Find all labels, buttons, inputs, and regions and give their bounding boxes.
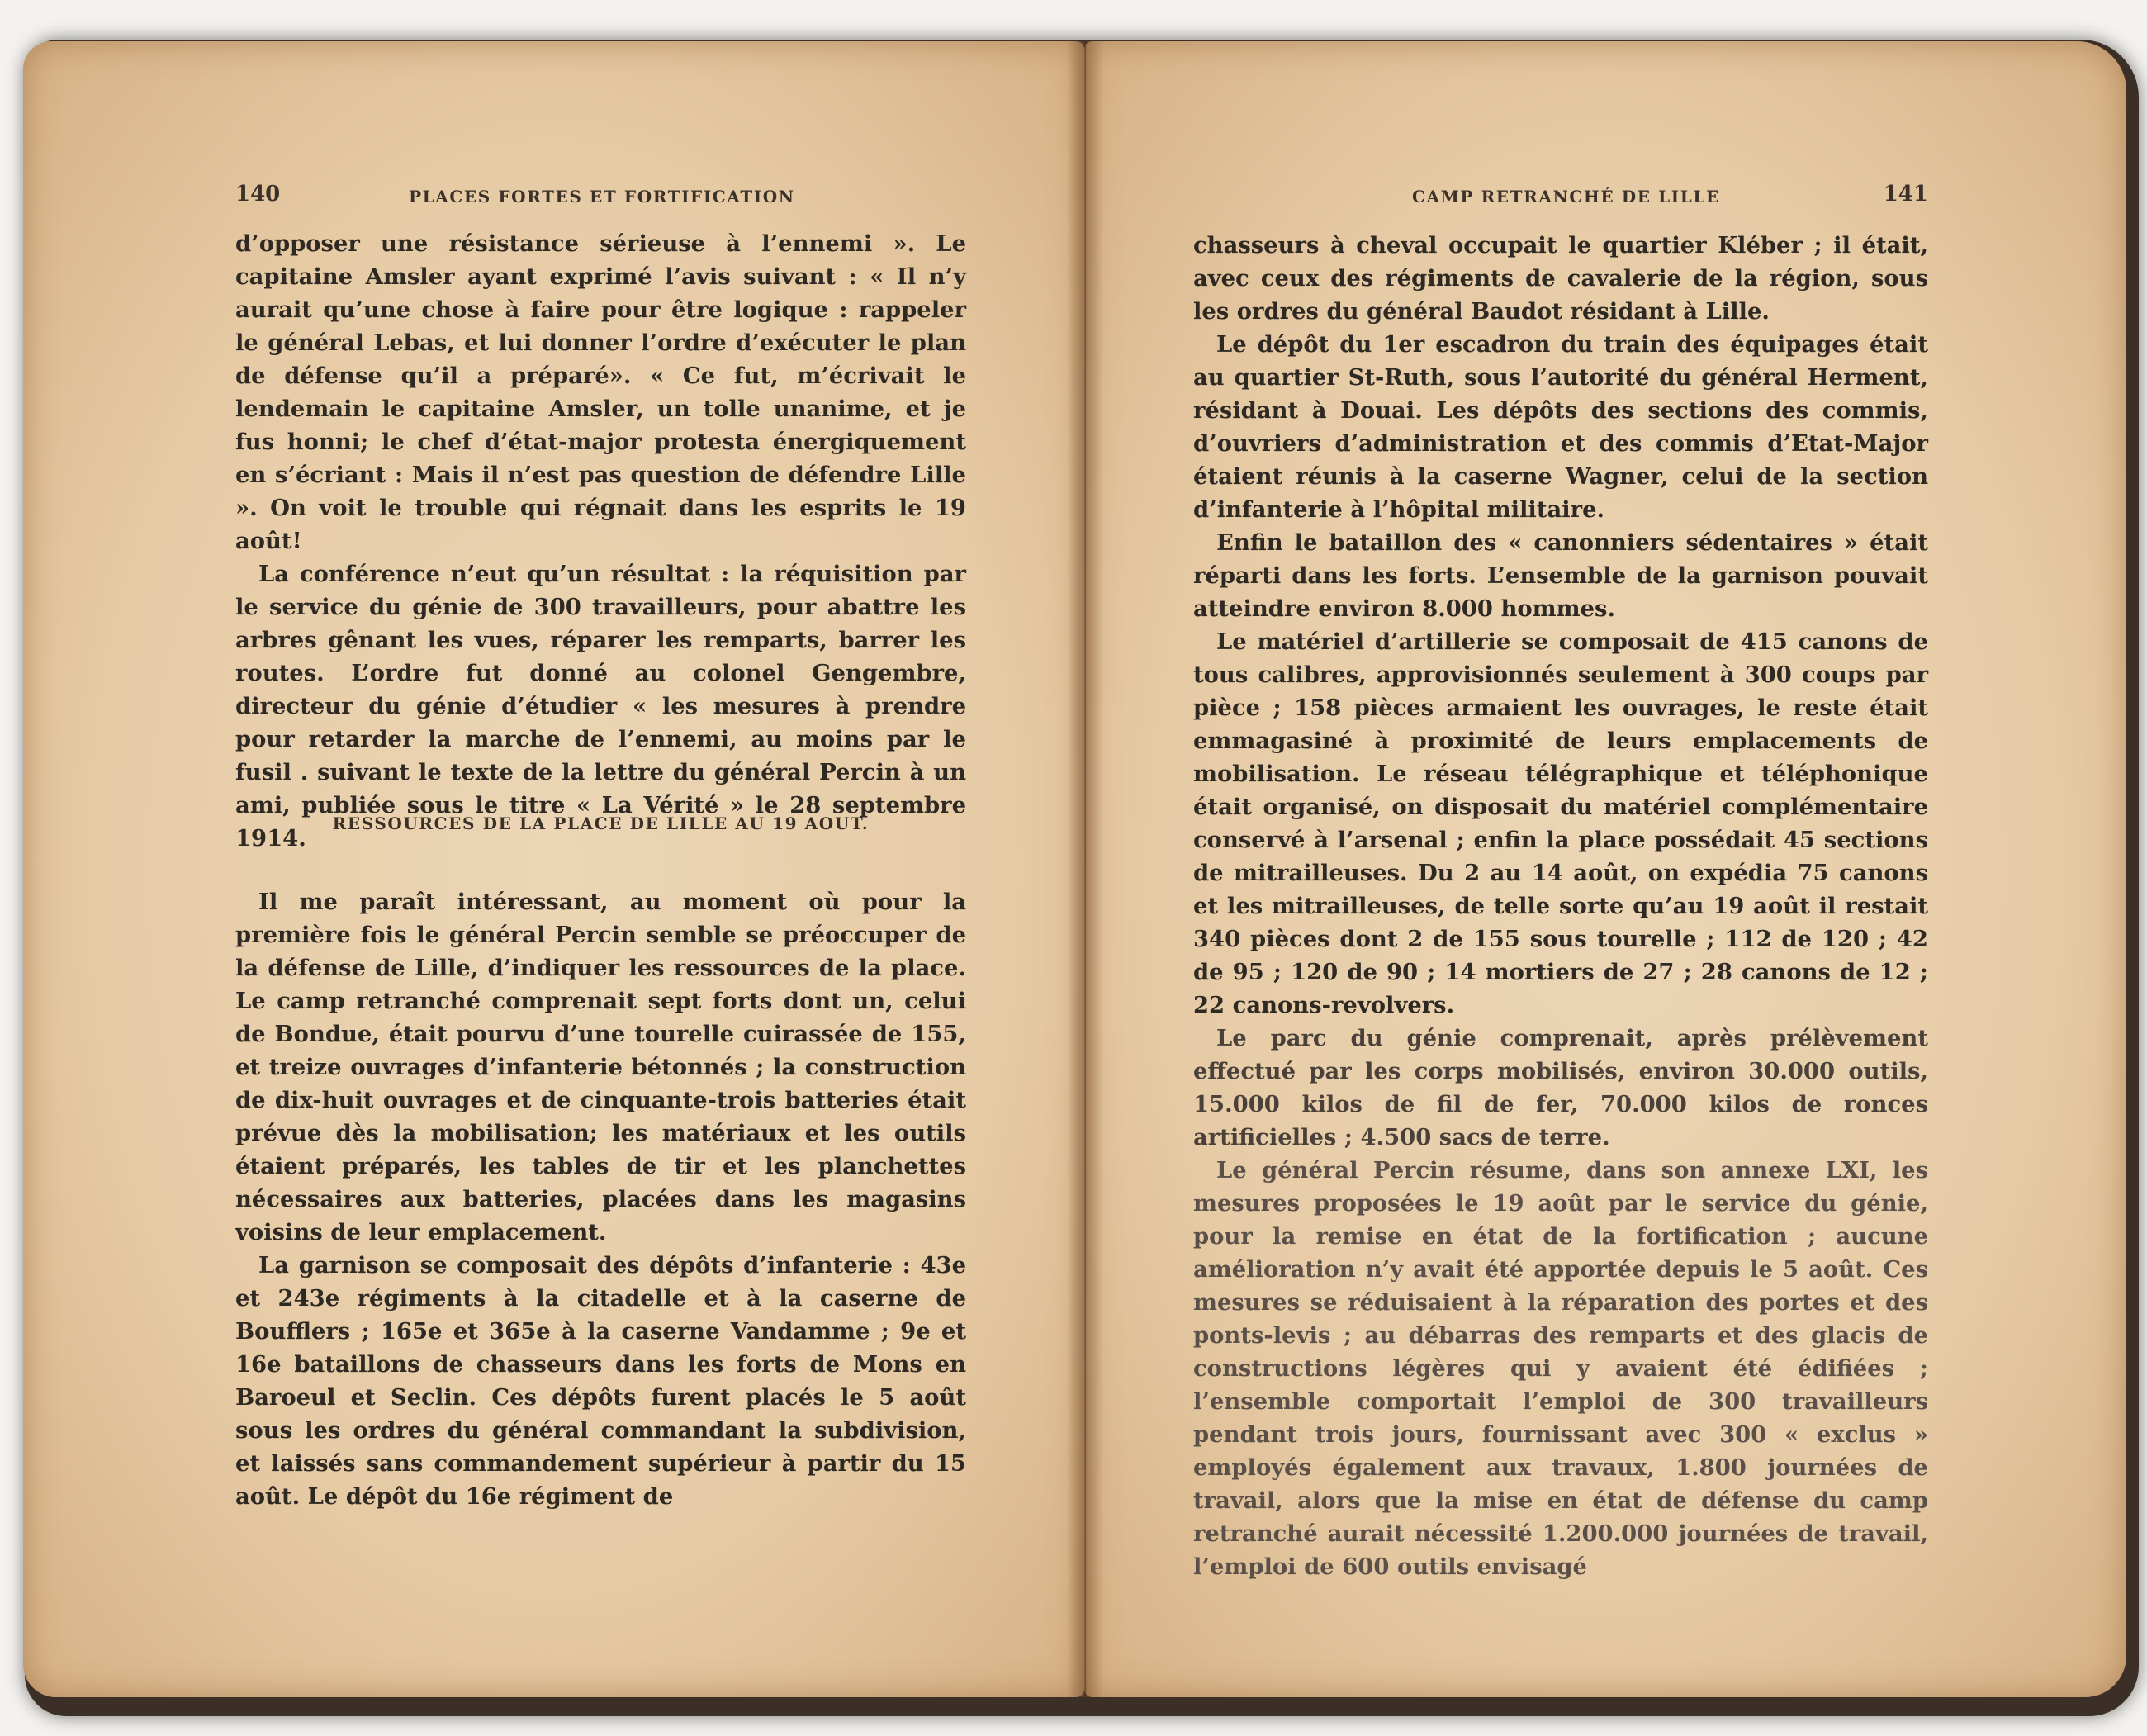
- right-page-number: 141: [1883, 182, 1928, 206]
- paragraph: Le général Percin résume, dans son annexe LXI, les mesures proposées le 19 août par le service du génie, pour la remise en état de la fortification ; aucune amélioration n’y avait été apportée depuis le 5 août. Ces mesures se réduisaient à la réparation des portes et des ponts-levis ; au débarras des remparts et des glacis de constructions légères qui y avaient été édifiées ; l’ensemble comportait l’emploi de 300 travailleurs pendant trois jours, fournissant avec 300 « exclus » employés également aux travaux, 1.800 journées de travail, alors que la mise en état de défense du camp retranché aurait nécessité 1.200.000 journées de travail, l’emploi de 600 outils envisagé: [1193, 1157, 1928, 1580]
- paragraph: La garnison se composait des dépôts d’infanterie : 43e et 243e régiments à la citadelle et à la caserne de Boufflers ; 165e et 365e à la caserne Vandamme ; 9e et 16e bataillons de chasseurs dans les forts de Mons en Baroeul et Seclin. Ces dépôts furent placés le 5 août sous les ordres du général commandant la subdivision, et laissés sans commandement supérieur à partir du 15 août. Le dépôt du 16e régiment de: [235, 1252, 966, 1510]
- book-gutter: [1067, 41, 1103, 1697]
- left-running-header: [235, 183, 966, 216]
- paragraph: La conférence n’eut qu’un résultat : la réquisition par le service du génie de 300 travailleurs, pour abattre les arbres gênant les vues, réparer les remparts, barrer les routes. L’ordre fut donné au colonel Gengembre, directeur du génie d’étudier « les mesures à prendre pour retarder la marche de l’ennemi, au moins par le fusil . suivant le texte de la lettre du général Percin à un ami, publiée sous le titre « La Vérité » le 28 septembre 1914.: [235, 561, 966, 851]
- section-heading: RESSOURCES DE LA PLACE DE LILLE AU 19 AOUT.: [332, 813, 870, 833]
- left-body-bottom: [235, 885, 966, 1513]
- paragraph: d’opposer une résistance sérieuse à l’ennemi ». Le capitaine Amsler ayant exprimé l’avis suivant : « Il n’y aurait qu’une chose à faire pour être logique : rappeler le général Lebas, et lui donner l’ordre d’exécuter le plan de défense qu’il a préparé». « Ce fut, m’écrivait le lendemain le capitaine Amsler, un tolle unanime, et je fus honni; le chef d’état-major protesta énergiquement en s’écriant : Mais il n’est pas question de défendre Lille ». On voit le trouble qui régnait dans les esprits le 19 août!: [235, 230, 966, 554]
- paragraph: Enfin le bataillon des « canonniers sédentaires » était réparti dans les forts. L’ensemble de la garnison pouvait atteindre environ 8.000 hommes.: [1193, 529, 1928, 622]
- paragraph: Le matériel d’artillerie se composait de 415 canons de tous calibres, approvisionnés seulement à 300 coups par pièce ; 158 pièces armaient les ouvrages, le reste était emmagasiné à proximité de leurs emplacements de mobilisation. Le réseau télégraphique et téléphonique était organisé, on disposait du matériel complémentaire conservé à l’arsenal ; enfin la place possédait 45 sections de mitrailleuses. Du 2 au 14 août, on expédia 75 canons et les mitrailleuses, de telle sorte qu’au 19 août il restait 340 pièces dont 2 de 155 sous tourelle ; 112 de 120 ; 42 de 95 ; 120 de 90 ; 14 mortiers de 27 ; 28 canons de 12 ; 22 canons-revolvers.: [1193, 628, 1928, 1018]
- right-running-header: [1193, 183, 1928, 216]
- left-running-title: PLACES FORTES ET FORTIFICATION: [409, 187, 795, 206]
- paragraph: chasseurs à cheval occupait le quartier Kléber ; il était, avec ceux des régiments de cavalerie de la région, sous les ordres du général Baudot résidant à Lille.: [1193, 232, 1928, 325]
- paragraph: Le dépôt du 1er escadron du train des équipages était au quartier St-Ruth, sous l’autorité du général Herment, résidant à Douai. Les dépôts des sections des commis, d’ouvriers d’administration et des commis d’Etat-Major étaient réunis à la caserne Wagner, celui de la section d’infanterie à l’hôpital militaire.: [1193, 331, 1928, 523]
- right-running-title: CAMP RETRANCHÉ DE LILLE: [1412, 187, 1720, 206]
- left-page-number: 140: [235, 182, 281, 206]
- paragraph: Il me paraît intéressant, au moment où pour la première fois le général Percin semble se préoccuper de la défense de Lille, d’indiquer les ressources de la place. Le camp retranché comprenait sept forts dont un, celui de Bondue, était pourvu d’une tourelle cuirassée de 155, et treize ouvrages d’infanterie bétonnés ; la construction de dix-huit ouvrages et de cinquante-trois batteries était prévue dès la mobilisation; les matériaux et les outils étaient préparés, les tables de tir et les planchettes nécessaires aux batteries, placées dans les magasins voisins de leur emplacement.: [235, 889, 966, 1245]
- left-body-top: [235, 227, 966, 855]
- right-body: [1193, 229, 1928, 1583]
- paragraph: Le parc du génie comprenait, après prélèvement effectué par les corps mobilisés, environ 30.000 outils, 15.000 kilos de fil de fer, 70.000 kilos de ronces artificielles ; 4.500 sacs de terre.: [1193, 1025, 1928, 1150]
